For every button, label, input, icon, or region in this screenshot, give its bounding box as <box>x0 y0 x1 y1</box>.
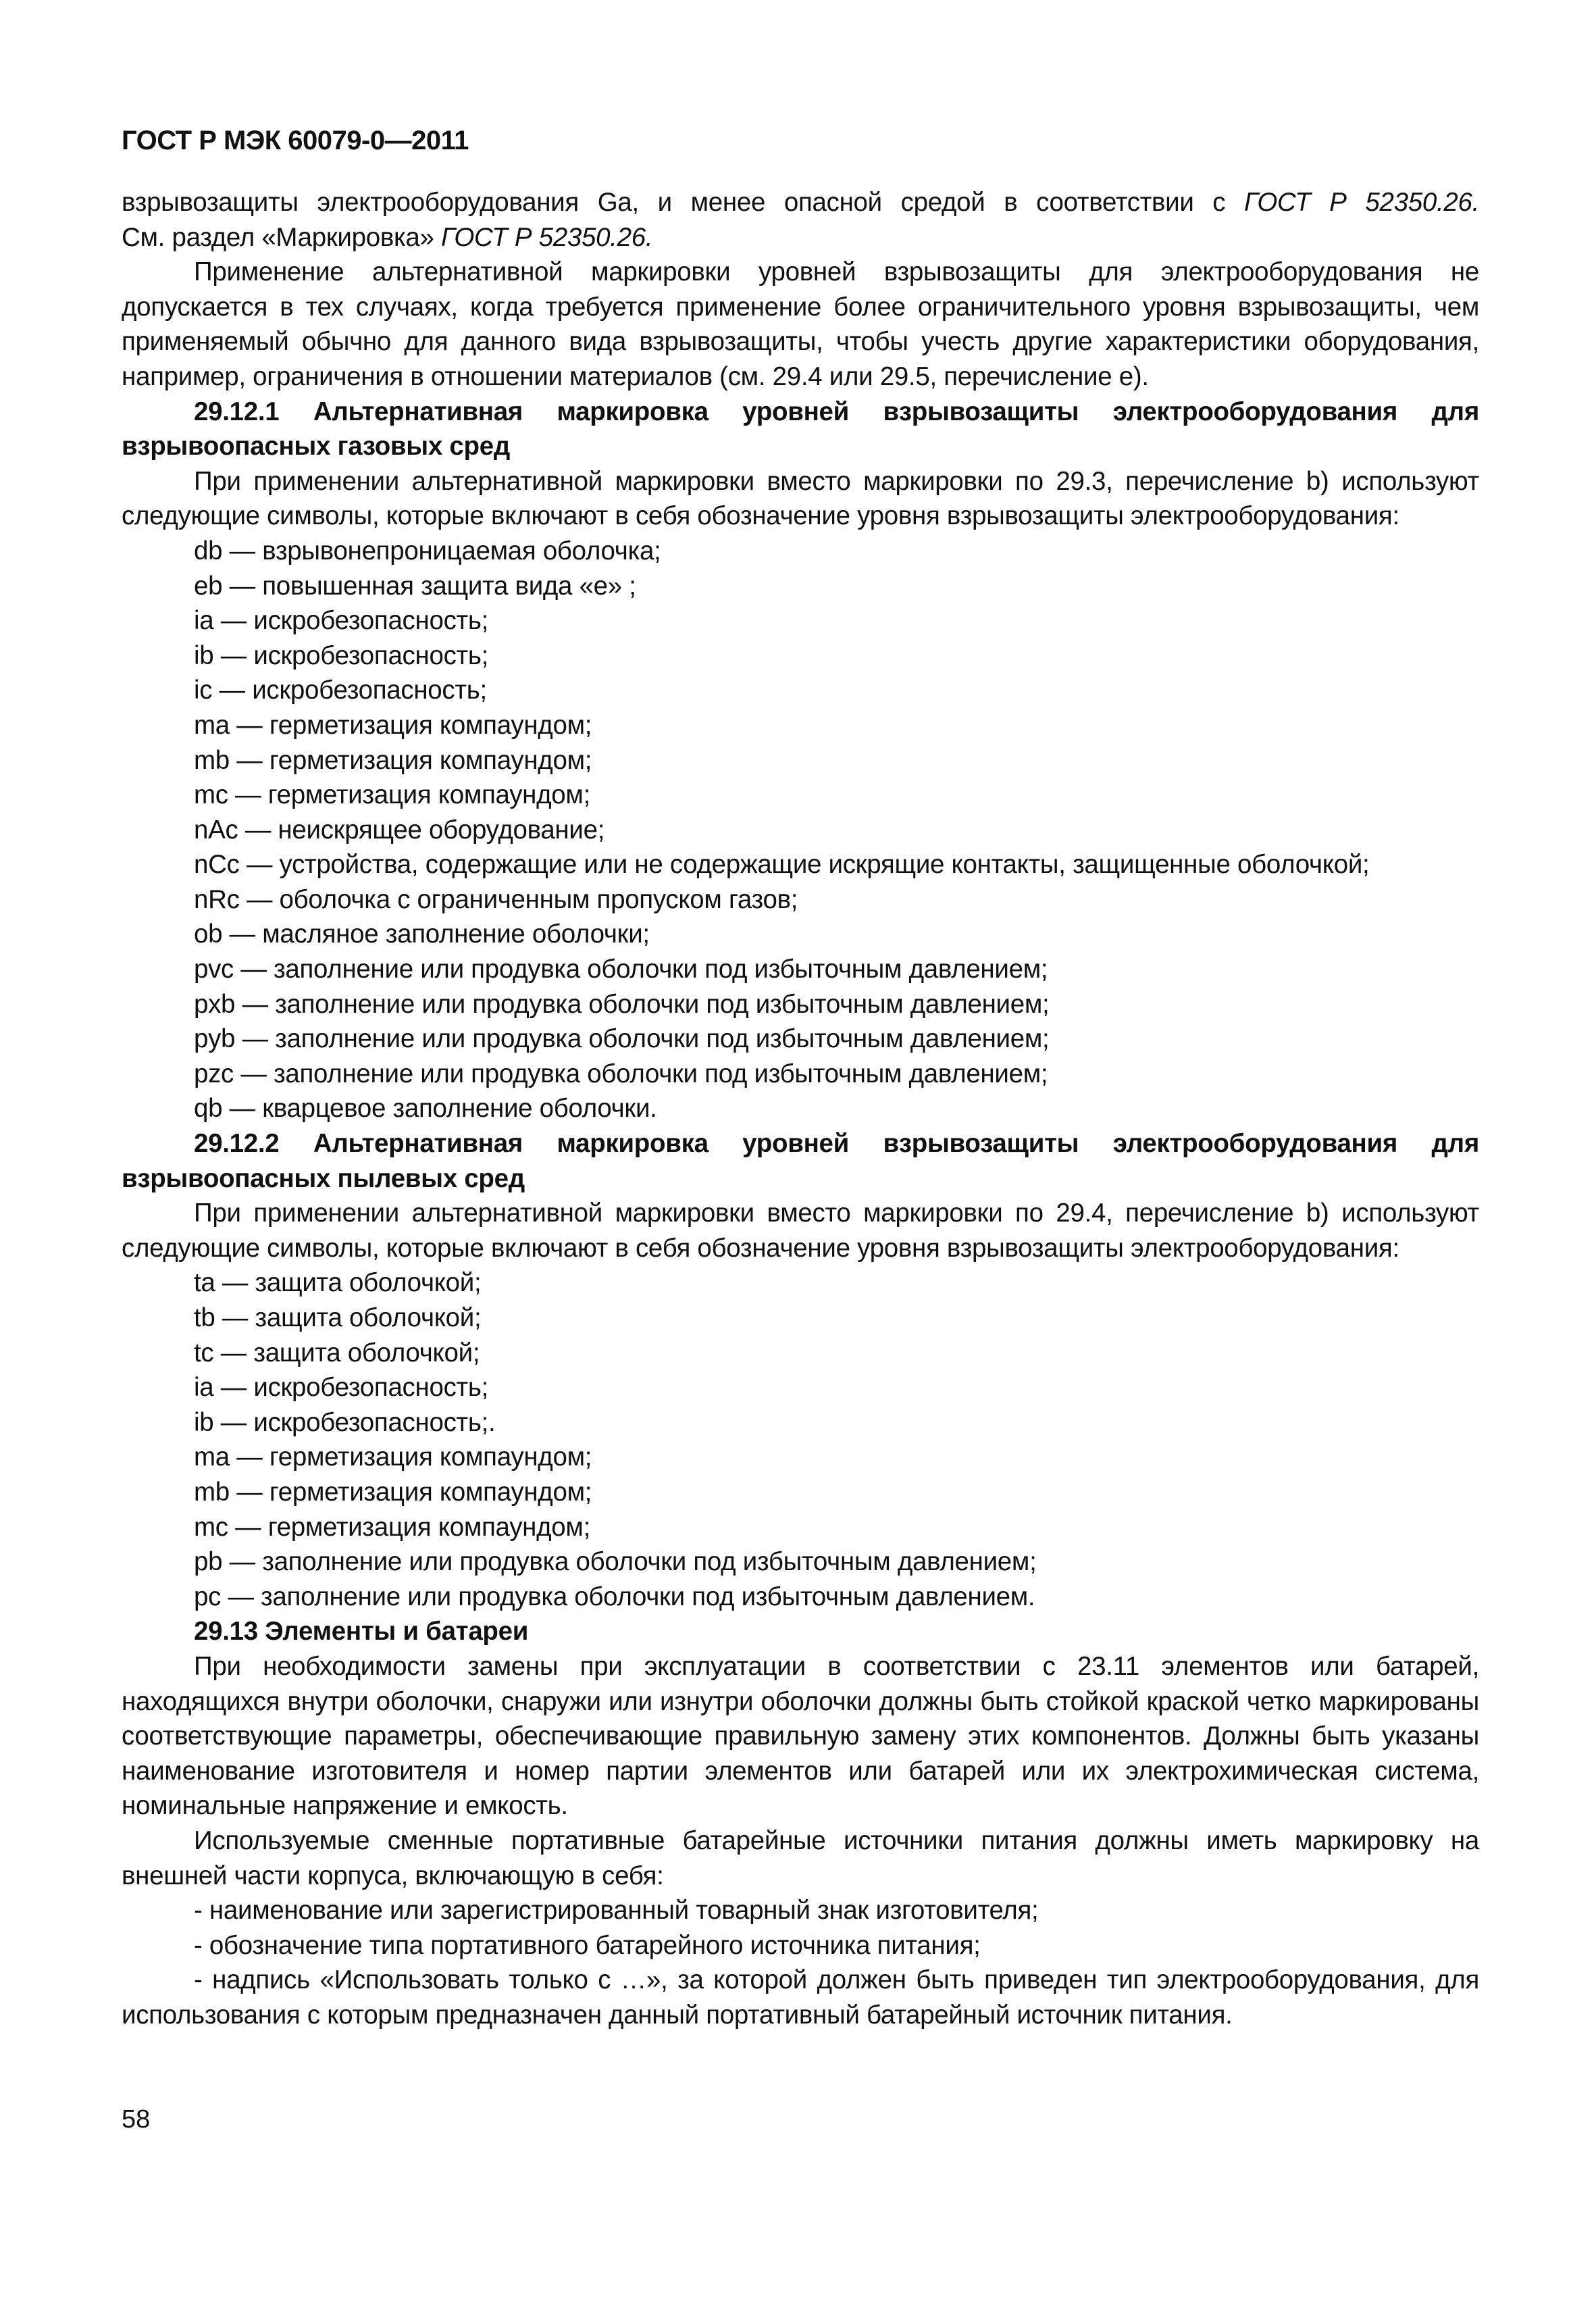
section-29-12-2-intro: При применении альтернативной маркировки вместо маркировки по 29.4, перечисление b) используют следующие символы, которые включают в себя обозначение уровня взрывозащиты электрооборудования: <box>122 1199 1479 1263</box>
list-item: ic — искробезопасность; <box>194 676 487 705</box>
list-item: eb — повышенная защита вида «е» ; <box>194 571 636 601</box>
section-29-12-1-heading: 29.12.1 Альтернативная маркировка уровней взрывозащиты электрооборудования для взрывоопасных газовых сред <box>122 397 1479 461</box>
intro-line-2-reference: ГОСТ Р 52350.26. <box>441 222 653 252</box>
list-item: mb — герметизация компаундом; <box>194 745 592 775</box>
list-item: pb — заполнение или продувка оболочки под избыточным давлением; <box>194 1547 1037 1577</box>
list-item: tb — защита оболочкой; <box>194 1303 482 1332</box>
intro-line-2-text: См. раздел «Маркировка» <box>122 222 441 252</box>
list-item: mc — герметизация компаундом; <box>194 1512 590 1542</box>
list-item: pc — заполнение или продувка оболочки под избыточным давлением. <box>194 1582 1035 1611</box>
intro-paragraph: Применение альтернативной маркировки уровней взрывозащиты для электрооборудования не допускается в тех случаях, когда требуется применение более ограничительного уровня взрывозащиты, чем применяемый обычно для данного вида взрывозащиты, чтобы учесть другие характеристики оборудования, например, ограничения в отношении материалов (см. 29.4 или 29.5, перечисление е). <box>122 257 1479 391</box>
intro-line-2 <box>122 220 1479 255</box>
section-29-12-1-intro: При применении альтернативной маркировки вместо маркировки по 29.3, перечисление b) используют следующие символы, которые включают в себя обозначение уровня взрывозащиты электрооборудования: <box>122 466 1479 531</box>
intro-line-1-text: взрывозащиты электрооборудования Ga, и менее опасной средой в соответствии с <box>122 188 1245 217</box>
intro-line-1 <box>122 185 1479 220</box>
list-item: ma — герметизация компаундом; <box>194 1442 592 1472</box>
list-item: nCc — устройства, содержащие или не содержащие искрящие контакты, защищенные оболочкой; <box>194 850 1370 880</box>
list-item: pyb — заполнение или продувка оболочки под избыточным давлением; <box>194 1024 1050 1054</box>
list-item: pvc — заполнение или продувка оболочки под избыточным давлением; <box>194 955 1048 984</box>
document-page <box>122 101 1479 2032</box>
dash-item: - наименование или зарегистрированный товарный знак изготовителя; <box>194 1896 1039 1926</box>
dust-symbol-list <box>122 1265 1479 1614</box>
dash-item: - обозначение типа портативного батарейного источника питания; <box>194 1930 981 1960</box>
section-29-13-heading: 29.13 Элементы и батареи <box>194 1617 529 1646</box>
list-item: db — взрывонепроницаемая оболочка; <box>194 536 661 565</box>
list-item: ta — защита оболочкой; <box>194 1268 482 1298</box>
document-code-header: ГОСТ Р МЭК 60079-0—2011 <box>122 126 469 155</box>
list-item: ma — герметизация компаундом; <box>194 710 592 740</box>
gas-symbol-list <box>122 534 1479 1126</box>
section-29-12-2-heading: 29.12.2 Альтернативная маркировка уровней взрывозащиты электрооборудования для взрывоопасных пылевых сред <box>122 1129 1479 1193</box>
list-item: nAc — неискрящее оборудование; <box>194 815 605 845</box>
dash-item: - надпись «Использовать только с …», за которой должен быть приведен тип электрооборудования, для использования с которым предназначен данный портативный батарейный источник питания. <box>122 1965 1479 2030</box>
list-item: pzc — заполнение или продувка оболочки под избыточным давлением; <box>194 1059 1048 1088</box>
intro-line-1-reference: ГОСТ Р 52350.26. <box>1244 188 1480 217</box>
list-item: ib — искробезопасность; <box>194 640 489 670</box>
list-item: ia — искробезопасность; <box>194 1373 489 1403</box>
page-number: 58 <box>122 2105 151 2134</box>
list-item: tc — защита оболочкой; <box>194 1338 480 1367</box>
list-item: ob — масляное заполнение оболочки; <box>194 920 650 949</box>
list-item: nRc — оболочка с ограниченным пропуском газов; <box>194 884 798 914</box>
section-29-13-paragraph-2: Используемые сменные портативные батарейные источники питания должны иметь маркировку на внешней части корпуса, включающую в себя: <box>122 1826 1479 1890</box>
list-item: mc — герметизация компаундом; <box>194 780 590 810</box>
list-item: ia — искробезопасность; <box>194 606 489 636</box>
section-29-13-paragraph-1: При необходимости замены при эксплуатации в соответствии с 23.11 элементов или батарей, находящихся внутри оболочки, снаружи или изнутри оболочки должны быть стойкой краской четко маркированы соответствующие параметры, обеспечивающие правильную замену этих компонентов. Должны быть указаны наименование изготовителя и номер партии элементов или батарей или их электрохимическая система, номинальные напряжение и емкость. <box>122 1651 1479 1821</box>
list-item: mb — герметизация компаундом; <box>194 1477 592 1507</box>
list-item: pxb — заполнение или продувка оболочки под избыточным давлением; <box>194 989 1050 1019</box>
list-item: ib — искробезопасность;. <box>194 1407 496 1437</box>
list-item: qb — кварцевое заполнение оболочки. <box>194 1094 657 1124</box>
document-body <box>122 185 1479 2032</box>
